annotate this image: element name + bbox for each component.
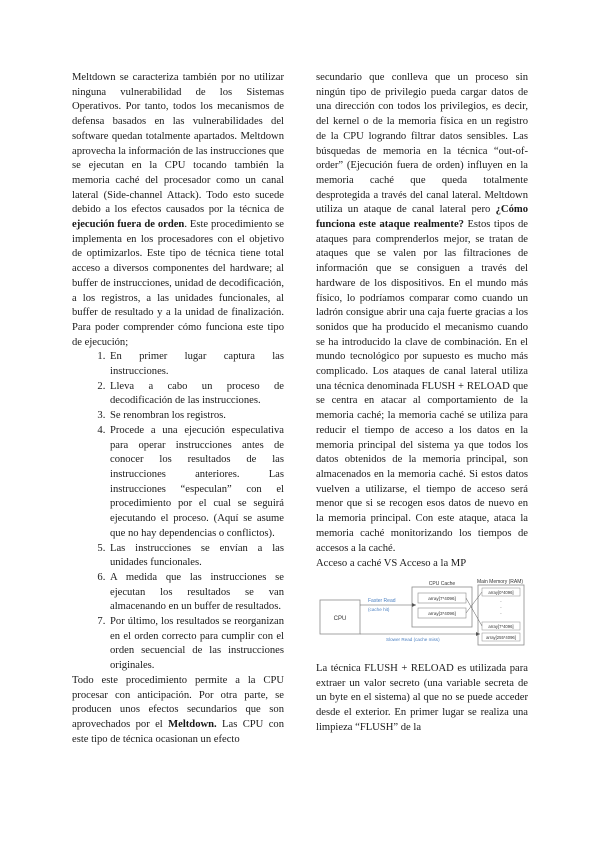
right-column bbox=[316, 71, 528, 735]
intro-paragraph: Meltdown se caracteriza también por no utilizar ninguna vulnerabilidad de los Sistemas Operativos. Por tanto, todos los mecanismos de defensa basados en las vulnerabilidades del software quedan totalmente apartados. Meltdown aprovecha la información de las instrucciones que se ejecutan en la CPU tocando también la memoria caché del procesador como un canal lateral (Side-channel Attack). Todo esto sucede debido a los efectos causados por la técnica de ejecución fuera de orden. Este procedimiento se implementa en los procesadores con el objetivo de optimizarlos. Este tipo de técnica tiene total acceso a diversos componentes del hardware; al buffer de instrucciones, unidad de decodificación, a los registros, a las unidades funcionales, al buffer de resultado y a la unidad de finalización. Para poder comprender cómo funciona este tipo de ejecución; bbox=[72, 72, 284, 348]
memory-title: Main Memory (RAM) bbox=[476, 578, 524, 585]
flush-reload-paragraph: La técnica FLUSH + RELOAD es utilizada para extraer un valor secreto (una variable secreta de un byte en el sistema) al que no se puede acceder desde el exterior. En primer lugar se realiza una limpieza “FLUSH” de la bbox=[316, 662, 528, 733]
cache-cell-label: array[3*4096] bbox=[428, 610, 456, 616]
cache-cell-label: array[7*4096] bbox=[428, 595, 456, 601]
memory-ellipsis: · bbox=[500, 604, 502, 611]
figure-caption: Acceso a caché VS Acceso a la MP bbox=[316, 558, 467, 570]
left-column bbox=[72, 71, 284, 747]
cache-title: CPU Cache bbox=[428, 580, 456, 587]
memory-ellipsis: · bbox=[500, 598, 502, 605]
list-item: 7. Por último, los resultados se reorganizan en el orden correcto para cumplir con el orden secuencial de las instrucciones originales. bbox=[108, 615, 284, 674]
cache-vs-memory-diagram bbox=[316, 578, 528, 648]
memory-cell-label: array[7*4096] bbox=[488, 623, 514, 629]
list-item: 2. Lleva a cabo un proceso de decodificación de las instrucciones. bbox=[108, 380, 284, 409]
list-item: 5. Las instrucciones se envían a las unidades funcionales. bbox=[108, 542, 284, 571]
slower-read-label: Slower Read (cache miss) bbox=[386, 636, 440, 642]
list-item: 3. Se renombran los registros. bbox=[108, 409, 284, 424]
side-channel-paragraph: secundario que conlleva que un proceso sin ningún tipo de privilegio pueda cargar datos de una dirección con todos los privilegios, es decir, del kernel o de la memoria física en un registro de la CPU logrando filtrar datos sensibles. Las búsquedas de memoria en la técnica “out-of-order” (Ejecución fuera de orden) influyen en la memoria caché que queda totalmente desprotegida a través del canal lateral. Meltdown utiliza un ataque de canal lateral pero ¿Cómo funciona este ataque realmente? Estos tipos de ataques para comprenderlos mejor, se tratan de ataques que se valen por las filtraciones de información que se consiguen a través del hardware de los dispositivos. En el mundo más físico, lo podríamos comparar como cuando un ladrón consigue abrir una caja fuerte gracias a los sonidos que ha producido el mecanismo cuando se ha introducido la clave de combinación. En el mundo tecnológico por supuesto es mucho más complicado. Los ataques de canal lateral utiliza una técnica denominada FLUSH + RELOAD que se centra en atacar al comportamiento de la memoria caché; la memoria caché se utiliza para reducir el tiempo de acceso a los datos en la memoria principal del sistema ya que todos los datos obtenidos de la memoria principal, son almacenados en la memoria caché. Si estos datos vuelven a utilizarse, el tiempo de acceso será menor que si se recogen esos datos de nuevo en la memoria principal. Con este ataque, ataca la memoria caché monitorizando los tiempos de accesos a la caché. bbox=[316, 72, 528, 554]
list-item: 6. A medida que las instrucciones se ejecutan los resultados se van almacenando en un buffer de resultados. bbox=[108, 571, 284, 615]
faster-read-sublabel: (cache hit) bbox=[368, 606, 390, 612]
memory-cell-label: array[255*4096] bbox=[486, 634, 516, 640]
execution-steps-list bbox=[72, 350, 284, 673]
arrow-head bbox=[412, 603, 416, 607]
faster-read-label: Faster Read bbox=[368, 597, 396, 604]
memory-ellipsis: · bbox=[500, 610, 502, 617]
cpu-label: CPU bbox=[333, 615, 347, 622]
closing-paragraph: Todo este procedimiento permite a la CPU procesar con anticipación. Por otra parte, se producen unos efectos secundarios que son aprovechados por el Meltdown. Las CPU con este tipo de técnica ocasionan un efecto bbox=[72, 674, 284, 745]
memory-cell-label: array[0*4096] bbox=[488, 589, 514, 595]
list-item: 1. En primer lugar captura las instrucciones. bbox=[108, 350, 284, 379]
list-item: 4. Procede a una ejecución especulativa para operar instrucciones antes de conocer los resultados de las instrucciones anteriores. Las instrucciones “especulan” con el procedimiento por el cual se seguirá ejecutando el proceso. (Aquí se asume que no hay dependencias o conflictos). bbox=[108, 424, 284, 542]
